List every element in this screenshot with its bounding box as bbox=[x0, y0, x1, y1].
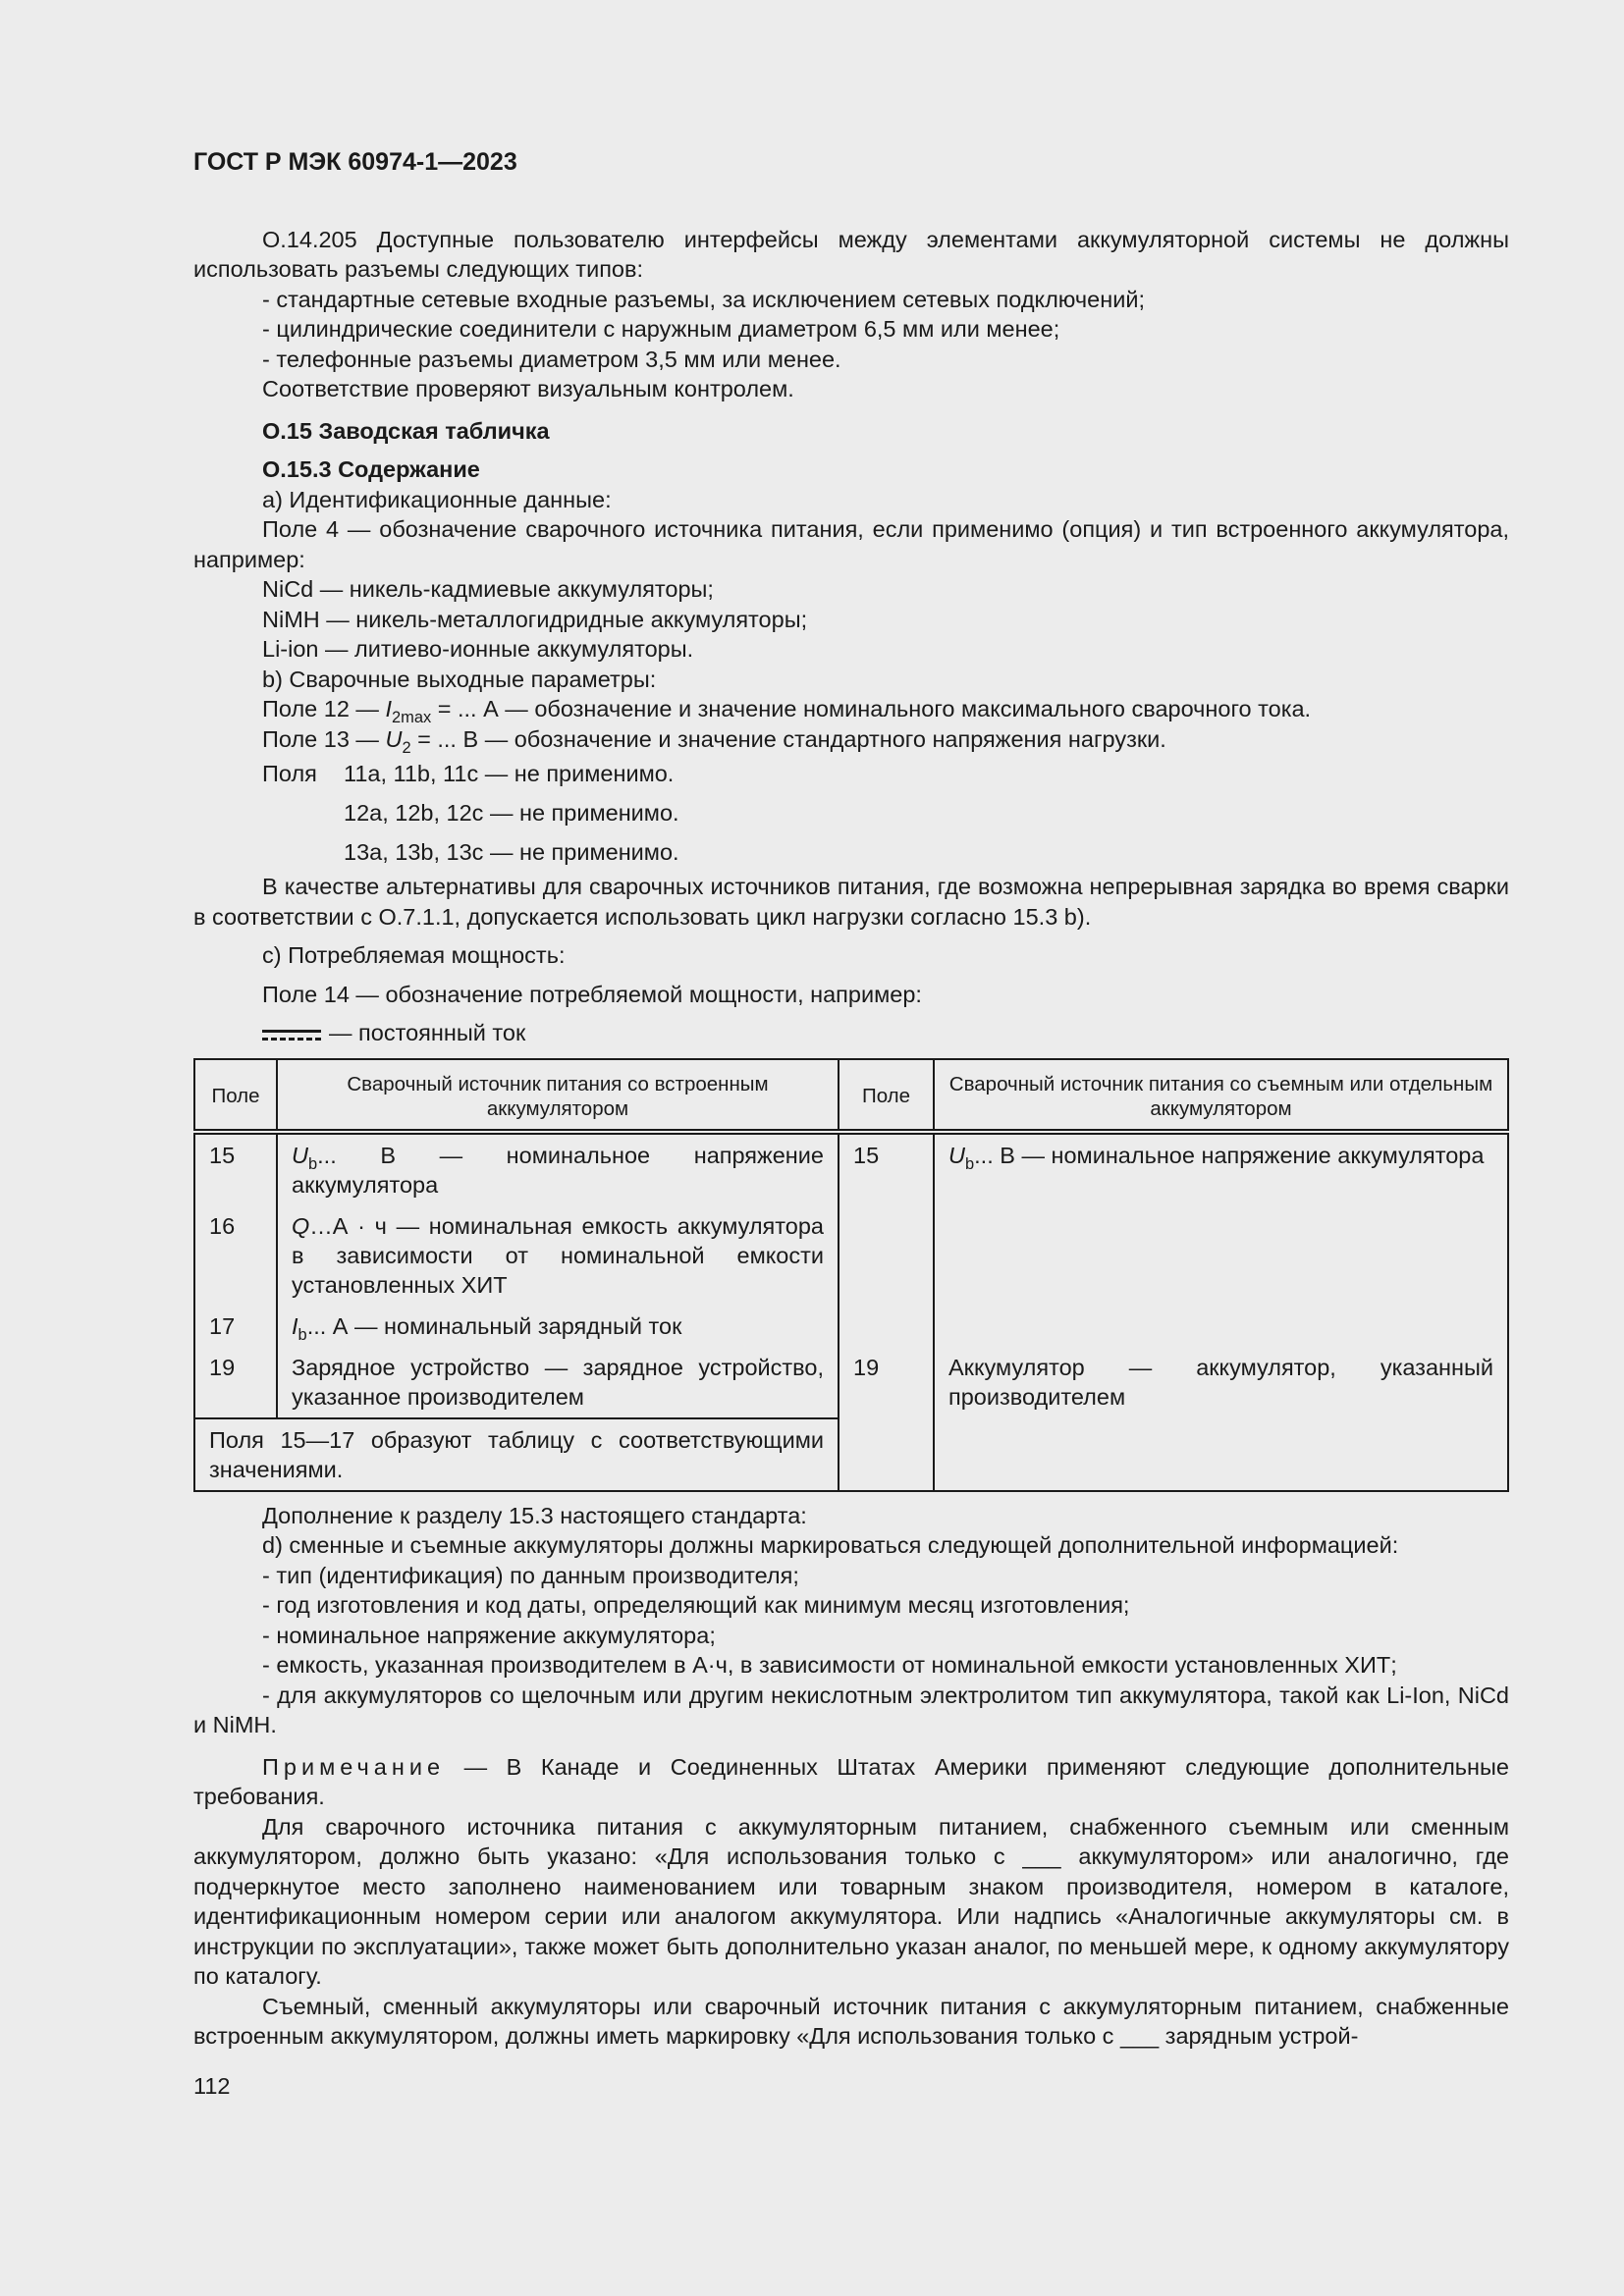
list-item: - год изготовления и код даты, определяющий как минимум месяц изготовления; bbox=[262, 1592, 1130, 1618]
note-paragraph-2: Съемный, сменный аккумуляторы или сварочный источник питания с аккумуляторным питанием, снабженные встроенным аккумулятором, должны иметь маркировку «Для использования только с ___ зарядным устрой- bbox=[193, 1993, 1509, 2049]
alternative-text: В качестве альтернативы для сварочных источников питания, где возможна непрерывная зарядка во время сварки в соответствии с О.7.1.1, допускается использовать цикл нагрузки согласно 15.3 b). bbox=[193, 874, 1509, 930]
list-item: - емкость, указанная производителем в А·ч, в зависимости от номинальной емкости установленных ХИТ; bbox=[262, 1652, 1397, 1678]
note-paragraph: Примечание — В Канаде и Соединенных Штатах Америки применяют следующие дополнительные требования. bbox=[193, 1753, 1509, 1809]
col-header-builtin: Сварочный источник питания со встроенным аккумулятором bbox=[277, 1059, 839, 1132]
not-applicable-fields bbox=[193, 754, 1509, 872]
field12-text: Поле 12 — $I_{2max}$ = ... А — обозначение и значение номинального максимального сварочного тока. bbox=[262, 696, 1312, 726]
addendum-text: Дополнение к разделу 15.3 настоящего стандарта: bbox=[262, 1502, 807, 1528]
item-c-title: c) Потребляемая мощность: bbox=[262, 942, 566, 968]
page-body bbox=[193, 147, 1509, 2052]
list-item: - номинальное напряжение аккумулятора; bbox=[262, 1622, 716, 1648]
nameplate-table bbox=[193, 1058, 1509, 1492]
fields-na-item: 11a, 11b, 11c — не применимо. bbox=[344, 761, 675, 786]
clause-o14205: О.14.205 Доступные пользователю интерфейсы между элементами аккумуляторной системы не должны использовать разъемы следующих типов: bbox=[193, 226, 1509, 282]
subsection-heading: О.15.3 Содержание bbox=[262, 456, 480, 482]
table-row: 15 $U_b$... В — номинальное напряжение аккумулятора 15 $U_b$... В — номинальное напряжение аккумулятора bbox=[194, 1132, 1508, 1205]
field4-text: Поле 4 — обозначение сварочного источника питания, если применимо (опция) и тип встроенного аккумулятора, например: bbox=[193, 516, 1509, 572]
fields-na-item: 13a, 13b, 13c — не применимо. bbox=[344, 839, 679, 865]
check-statement: Соответствие проверяют визуальным контролем. bbox=[262, 376, 794, 401]
battery-type: Li-ion — литиево-ионные аккумуляторы. bbox=[262, 636, 694, 662]
note-label: Примечание bbox=[262, 1753, 446, 1780]
fields-na-item: 12a, 12b, 12c — не применимо. bbox=[344, 800, 679, 826]
table-row: 17 $I_b$... А — номинальный зарядный ток bbox=[194, 1306, 1508, 1347]
list-item: - стандартные сетевые входные разъемы, за исключением сетевых подключений; bbox=[262, 286, 1145, 312]
list-item: - телефонные разъемы диаметром 3,5 мм или менее. bbox=[262, 346, 841, 372]
battery-type: NiMH — никель-металлогидридные аккумуляторы; bbox=[262, 606, 808, 632]
document-header: ГОСТ Р МЭК 60974-1—2023 bbox=[193, 148, 517, 176]
list-item: - для аккумуляторов со щелочным или другим некислотным электролитом тип аккумулятора, такой как Li-Ion, NiCd и NiMH. bbox=[193, 1682, 1509, 1737]
field14-text: Поле 14 — обозначение потребляемой мощности, например: bbox=[262, 981, 922, 1007]
battery-type: NiCd — никель-кадмиевые аккумуляторы; bbox=[262, 576, 714, 602]
col-header-removable: Сварочный источник питания со съемным или отдельным аккумулятором bbox=[934, 1059, 1508, 1132]
note-paragraph-1: Для сварочного источника питания с аккумуляторным питанием, снабженного съемным или сменным аккумулятором, должно быть указано: «Для использования только с ___ аккумулятором» или аналогично, где подчеркнутое место заполнено наименованием или товарным знаком производителя, номером в каталоге, идентификационным номером серии или аналогом аккумулятора. Или надпись «Аналогичные аккумуляторы см. в инструкции по эксплуатации», также может быть дополнительно указан аналог, по меньшей мере, к одному аккумулятору по каталогу. bbox=[193, 1813, 1509, 1989]
direct-current-icon bbox=[262, 1028, 321, 1041]
fields-label: Поля bbox=[262, 761, 317, 786]
section-heading: О.15 Заводская табличка bbox=[262, 417, 550, 444]
table-row: 16 Q…А · ч — номинальная емкость аккумулятора в зависимости от номинальной емкости установленных ХИТ bbox=[194, 1205, 1508, 1306]
item-b-title: b) Сварочные выходные параметры: bbox=[262, 666, 657, 692]
page-number: 112 bbox=[193, 2073, 231, 2099]
table-row: 19 Зарядное устройство — зарядное устройство, указанное производителем 19 Аккумулятор — аккумулятор, указанный производителем bbox=[194, 1347, 1508, 1418]
table-note-row: Поля 15—17 образуют таблицу с соответствующими значениями. bbox=[194, 1418, 1508, 1491]
item-a-title: а) Идентификационные данные: bbox=[262, 486, 612, 512]
col-header-field: Поле bbox=[839, 1059, 934, 1132]
list-item: - тип (идентификация) по данным производителя; bbox=[262, 1562, 799, 1588]
dc-line: — постоянный ток bbox=[193, 1018, 1509, 1048]
col-header-field: Поле bbox=[194, 1059, 277, 1132]
field13-text: Поле 13 — $U_2$ = ... В — обозначение и значение стандартного напряжения нагрузки. bbox=[262, 725, 1166, 757]
list-item: - цилиндрические соединители с наружным диаметром 6,5 мм или менее; bbox=[262, 316, 1060, 342]
item-d-title: d) сменные и съемные аккумуляторы должны маркироваться следующей дополнительной информацией: bbox=[262, 1532, 1399, 1558]
